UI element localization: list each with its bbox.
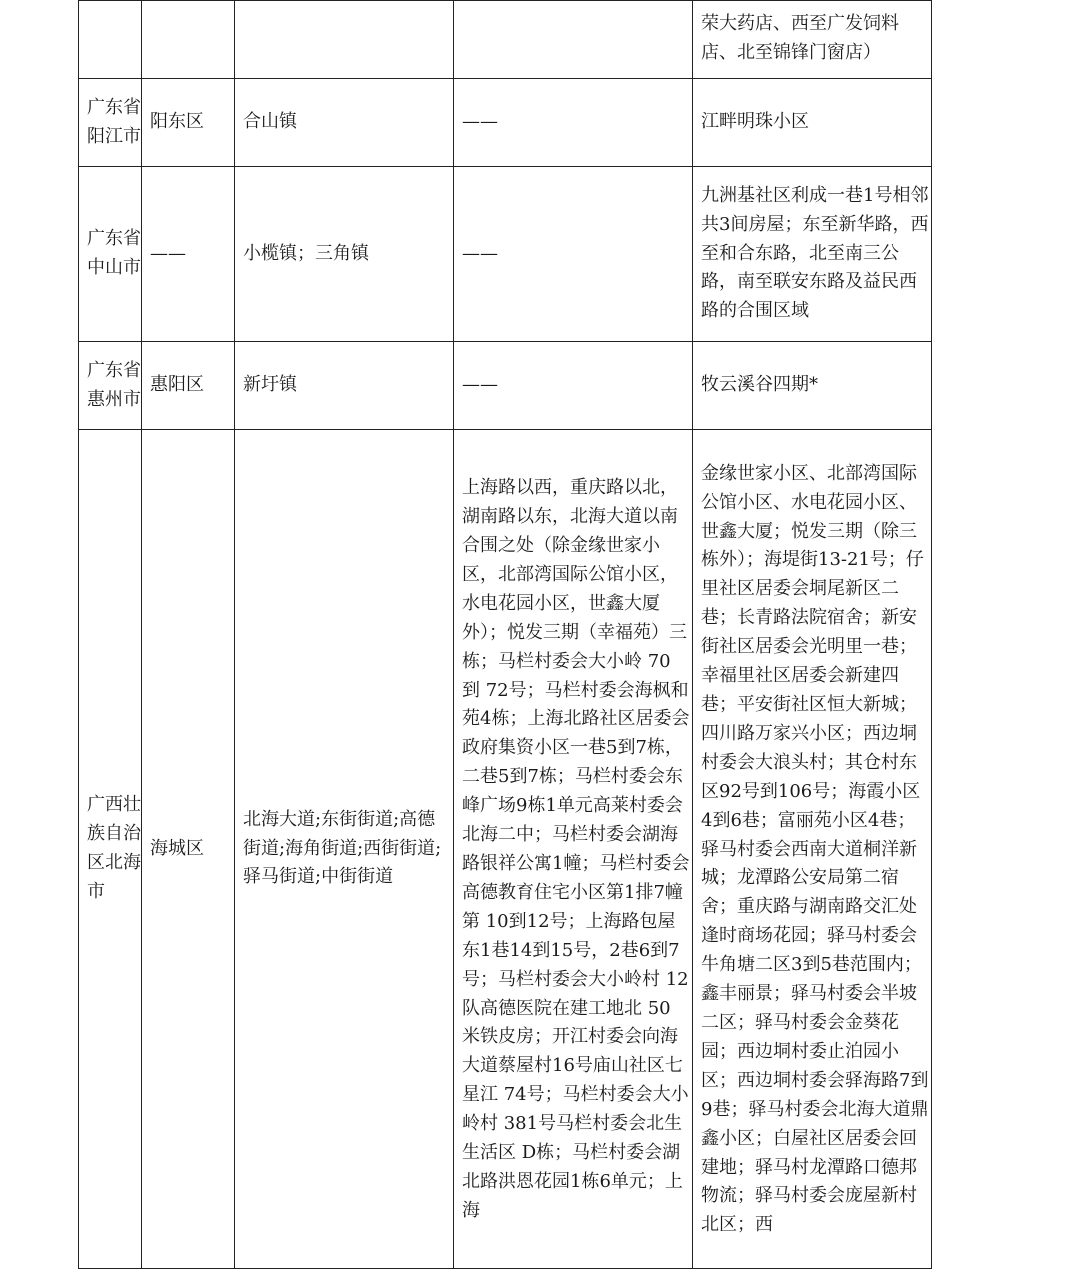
table-row bbox=[79, 79, 932, 167]
table-row bbox=[79, 1, 932, 79]
table-row bbox=[79, 430, 932, 1269]
communities-cell: 荣大药店、西至广发饲料店、北至锦锋门窗店） bbox=[693, 1, 932, 79]
district-cell: 惠阳区 bbox=[142, 342, 235, 430]
communities-cell: 牧云溪谷四期* bbox=[693, 342, 932, 430]
district-cell: —— bbox=[142, 167, 235, 342]
communities-cell: 九洲基社区利成一巷1号相邻共3间房屋；东至新华路，西至和合东路，北至南三公路，南至联安东路及益民西路的合围区域 bbox=[693, 167, 932, 342]
province-cell: 广西壮族自治区北海市 bbox=[79, 430, 142, 1269]
communities-cell: 金缘世家小区、北部湾国际公馆小区、水电花园小区、世鑫大厦；悦发三期（除三栋外）；海堤街13-21号；仔里社区居委会垌尾新区二巷；长青路法院宿舍；新安街社区居委会光明里一巷；幸福里社区居委会新建四巷；平安街社区恒大新城；四川路万家兴小区；西边垌村委会大浪头村；其仓村东区92号到106号；海霞小区4到6巷；富丽苑小区4巷；驿马村委会西南大道桐洋新城；龙潭路公安局第二宿舍；重庆路与湖南路交汇处逢时商场花园；驿马村委会牛角塘二区3到5巷范围内；鑫丰丽景；驿马村委会半坡二区；驿马村委会金葵花园；西边垌村委止泊园小区；西边垌村委会驿海路7到9巷；驿马村委会北海大道鼎鑫小区；白屋社区居委会回建地；驿马村龙潭路口德邦物流；驿马村委会庞屋新村北区；西 bbox=[693, 430, 932, 1269]
risk-area-table bbox=[78, 0, 932, 1269]
streets-cell bbox=[454, 1, 693, 79]
province-cell: 广东省中山市 bbox=[79, 167, 142, 342]
streets-cell: —— bbox=[454, 167, 693, 342]
table-row bbox=[79, 167, 932, 342]
town-cell bbox=[235, 1, 454, 79]
town-cell: 小榄镇；三角镇 bbox=[235, 167, 454, 342]
table-row bbox=[79, 342, 932, 430]
district-cell: 海城区 bbox=[142, 430, 235, 1269]
town-cell: 北海大道;东街街道;高德街道;海角街道;西街街道;驿马街道;中街街道 bbox=[235, 430, 454, 1269]
district-cell bbox=[142, 1, 235, 79]
province-cell: 广东省惠州市 bbox=[79, 342, 142, 430]
communities-cell: 江畔明珠小区 bbox=[693, 79, 932, 167]
province-cell: 广东省阳江市 bbox=[79, 79, 142, 167]
streets-cell: —— bbox=[454, 342, 693, 430]
streets-cell: 上海路以西，重庆路以北，湖南路以东，北海大道以南合围之处（除金缘世家小区，北部湾国际公馆小区，水电花园小区，世鑫大厦外）；悦发三期（幸福苑）三栋；马栏村委会大小岭 70 到 72号；马栏村委会海枫和苑4栋；上海北路社区居委会政府集资小区一巷5到7栋，二巷5到7栋；马栏村委会东峰广场9栋1单元高莱村委会北海二中；马栏村委会湖海路银祥公寓1幢；马栏村委会高德教育住宅小区第1排7幢第 10到12号；上海路包屋东1巷14到15号，2巷6到7号；马栏村委会大小岭村 12 队高德医院在建工地北 50 米铁皮房；开江村委会向海大道蔡屋村16号庙山社区七星江 74号；马栏村委会大小岭村 381号马栏村委会北生生活区 D栋；马栏村委会湖北路洪恩花园1栋6单元；上海 bbox=[454, 430, 693, 1269]
district-cell: 阳东区 bbox=[142, 79, 235, 167]
town-cell: 新圩镇 bbox=[235, 342, 454, 430]
province-cell bbox=[79, 1, 142, 79]
streets-cell: —— bbox=[454, 79, 693, 167]
town-cell: 合山镇 bbox=[235, 79, 454, 167]
